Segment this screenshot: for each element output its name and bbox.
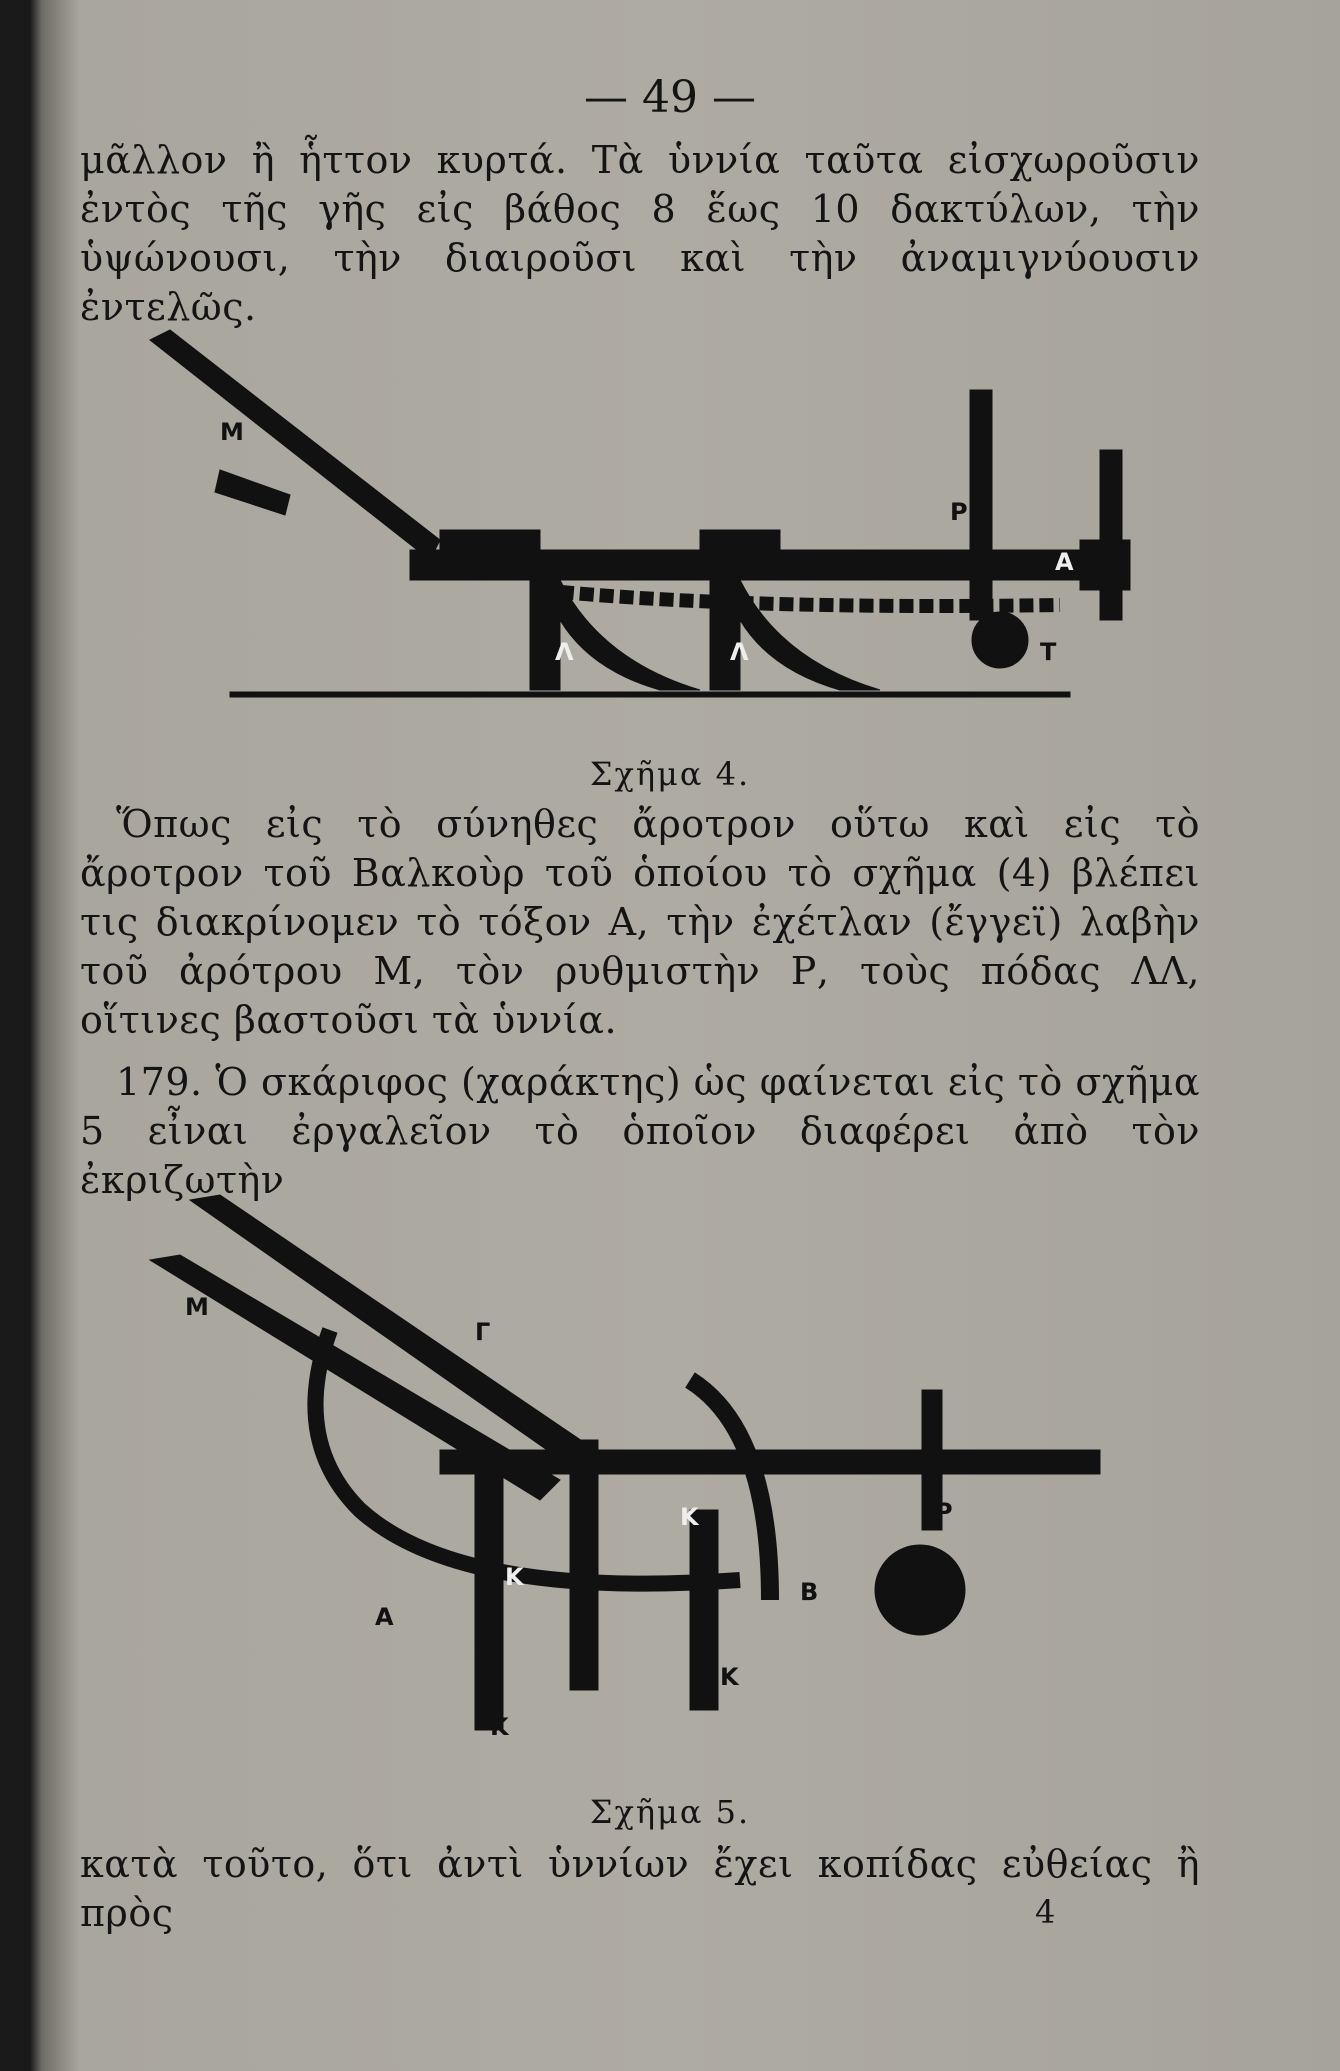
paragraph-179-text: 179. Ὁ σκάριφος (χαράκτης) ὡς φαίνεται εἰς τὸ σχῆμα 5 εἶναι ἐργαλεῖον τὸ ὁποῖον διαφέρει ἀπὸ τὸν ἐκριζωτὴν	[80, 1060, 1200, 1202]
fig5-label-g: Γ	[475, 1318, 491, 1346]
fig4-label-m: Μ	[220, 418, 244, 446]
fig5-label-k2: Κ	[680, 1503, 699, 1531]
fig5-label-a: Α	[375, 1603, 394, 1631]
fig5-label-b: Β	[800, 1578, 819, 1606]
figure-5-caption: Σχῆμα 5.	[589, 1793, 751, 1831]
fig4-label-r: Ρ	[950, 498, 968, 526]
paragraph-middle	[80, 800, 1200, 1045]
figure-5-scarifier	[130, 1180, 1130, 1770]
paragraph-top	[80, 136, 1200, 332]
paragraph-bottom	[80, 1840, 1200, 1938]
fig5-label-k3: Κ	[720, 1663, 739, 1691]
fig5-label-m: Μ	[185, 1293, 209, 1321]
fig4-label-t: Τ	[1040, 638, 1057, 666]
fig4-label-l1: Λ	[555, 638, 574, 666]
paragraph-top-text: μᾶλλον ἢ ἧττον κυρτά. Τὰ ὑννία ταῦτα εἰσχωροῦσιν ἐντὸς τῆς γῆς εἰς βάθος 8 ἕως 10 δακτύλων, τὴν ὑψώνουσι, τὴν διαιροῦσι καὶ τὴν ἀναμιγνύουσιν ἐντελῶς.	[80, 138, 1200, 329]
fig5-label-r: Ρ	[935, 1498, 953, 1526]
fig5-label-k4: Κ	[490, 1713, 509, 1741]
paragraph-bottom-text: κατὰ τοῦτο, ὅτι ἀντὶ ὑννίων ἔχει κοπίδας εὐθείας ἢ πρὸς	[80, 1842, 1200, 1935]
fig4-label-a: Α	[1055, 548, 1074, 576]
fig5-label-k1: Κ	[505, 1563, 524, 1591]
signature-mark: 4	[1035, 1893, 1056, 1931]
figure-4-caption: Σχῆμα 4.	[589, 755, 751, 793]
fig4-label-l2: Λ	[730, 638, 749, 666]
paragraph-middle-text: Ὅπως εἰς τὸ σύνηθες ἄροτρον οὕτω καὶ εἰς τὸ ἄροτρον τοῦ Βαλκοὺρ τοῦ ὁποίου τὸ σχῆμα (4) βλέπει τις διακρίνομεν τὸ τόξον Α, τὴν ἐχέτλαν (ἔγγεϊ) λαβὴν τοῦ ἀρότρου Μ, τὸν ρυθμιστὴν Ρ, τοὺς πόδας ΛΛ, οἵτινες βαστοῦσι τὰ ὑννία.	[80, 802, 1200, 1042]
figure-4-plow	[140, 320, 1180, 720]
page-number: — 49 —	[584, 72, 756, 123]
